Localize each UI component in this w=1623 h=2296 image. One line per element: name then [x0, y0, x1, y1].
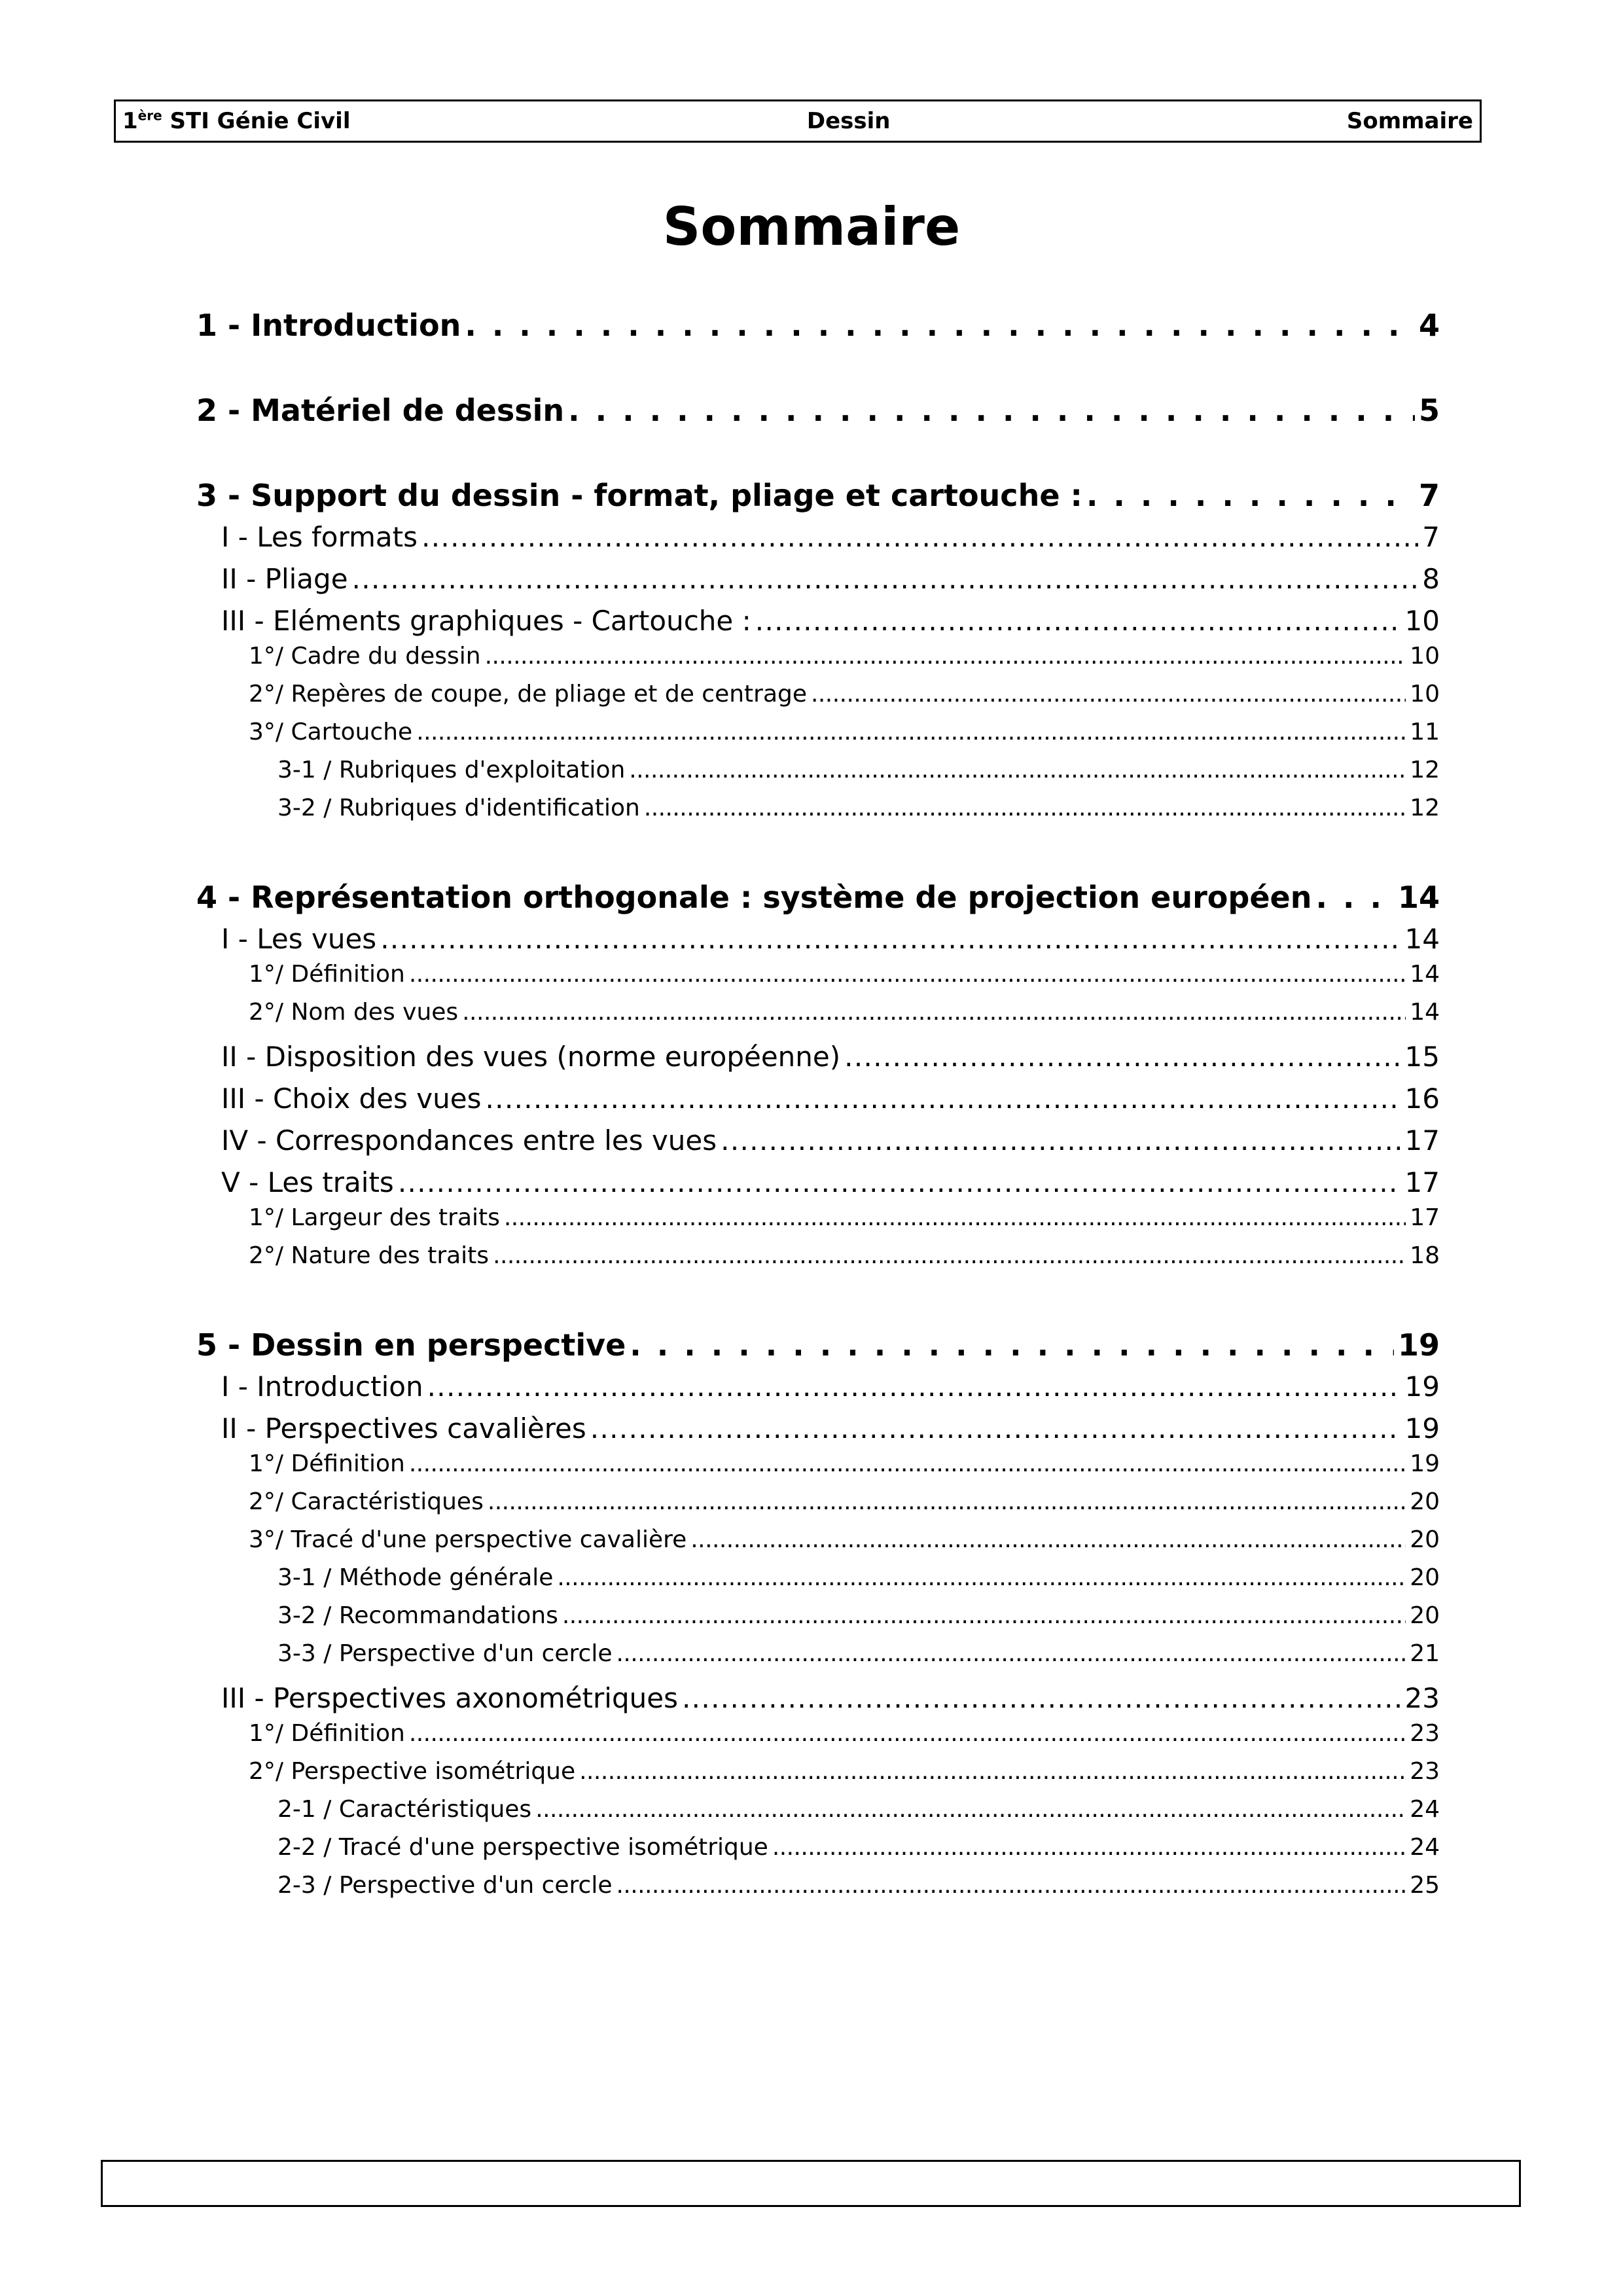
toc-entry-page: 23	[1410, 1720, 1440, 1747]
toc-dot-leader	[504, 1204, 1406, 1230]
toc-entry-title: 2°/ Nature des traits	[249, 1242, 490, 1269]
toc-entry-page: 12	[1410, 757, 1440, 783]
toc-dot-leader	[579, 1758, 1406, 1784]
toc-entry-page: 25	[1410, 1872, 1440, 1899]
toc-entry-page: 14	[1410, 999, 1440, 1026]
toc-entry-page: 19	[1397, 1327, 1440, 1363]
toc-dot-leader	[557, 1564, 1406, 1590]
toc-dot-leader	[398, 1166, 1401, 1196]
toc-dot-leader	[427, 1371, 1401, 1401]
toc-entry-level-2[interactable]	[196, 1412, 1440, 1444]
toc-dot-leader	[409, 1450, 1406, 1477]
page-header	[114, 99, 1482, 143]
toc-entry-level-4[interactable]	[196, 1640, 1440, 1667]
toc-entry-page: 14	[1397, 880, 1440, 915]
toc-entry-title: 3°/ Tracé d'une perspective cavalière	[249, 1526, 687, 1553]
toc-dot-leader	[416, 719, 1406, 745]
toc-entry-title: 2-3 / Perspective d'un cercle	[277, 1872, 613, 1899]
toc-entry-page: 5	[1418, 393, 1440, 428]
toc-entry-level-2[interactable]	[196, 1371, 1440, 1403]
toc-entry-level-3[interactable]	[196, 1488, 1440, 1515]
toc-entry-level-3[interactable]	[196, 1204, 1440, 1231]
toc-entry-level-4[interactable]	[196, 795, 1440, 821]
toc-entry-page: 20	[1410, 1602, 1440, 1629]
toc-entry-title: 3-3 / Perspective d'un cercle	[277, 1640, 613, 1667]
toc-entry-page: 19	[1404, 1371, 1440, 1403]
toc-entry-level-3[interactable]	[196, 1720, 1440, 1747]
toc-entry-level-2[interactable]	[196, 1166, 1440, 1198]
toc-dot-leader	[629, 757, 1406, 783]
toc-entry-title: 3-1 / Rubriques d'exploitation	[277, 757, 626, 783]
toc-dot-leader	[485, 643, 1406, 669]
toc-entry-page: 17	[1404, 1124, 1440, 1157]
toc-entry-page: 20	[1410, 1488, 1440, 1515]
toc-entry-level-4[interactable]	[196, 1564, 1440, 1591]
toc-entry-page: 17	[1404, 1166, 1440, 1198]
toc-dot-leader	[465, 308, 1415, 341]
toc-entry-title: 5 - Dessin en perspective	[196, 1327, 626, 1363]
toc-entry-level-1[interactable]	[196, 393, 1440, 428]
toc-entry-page: 15	[1404, 1041, 1440, 1073]
toc-entry-title: 2-2 / Tracé d'une perspective isométrique	[277, 1834, 768, 1861]
toc-entry-level-3[interactable]	[196, 643, 1440, 670]
toc-entry-title: 2°/ Caractéristiques	[249, 1488, 484, 1515]
toc-entry-page: 10	[1410, 681, 1440, 708]
toc-entry-level-1[interactable]	[196, 1327, 1440, 1363]
toc-entry-level-4[interactable]	[196, 1872, 1440, 1899]
toc-entry-level-4[interactable]	[196, 1602, 1440, 1629]
header-section: Sommaire	[1346, 108, 1473, 134]
toc-entry-page: 19	[1404, 1412, 1440, 1444]
header-subject: Dessin	[806, 108, 891, 134]
toc-entry-title: 2°/ Repères de coupe, de pliage et de centrage	[249, 681, 808, 708]
toc-dot-leader	[630, 1327, 1394, 1361]
toc-dot-leader	[485, 1083, 1400, 1113]
toc-entry-title: 4 - Représentation orthogonale : système de projection européen	[196, 880, 1312, 915]
toc-entry-title: V - Les traits	[221, 1166, 394, 1198]
toc-dot-leader	[380, 923, 1400, 953]
toc-entry-level-3[interactable]	[196, 1526, 1440, 1553]
toc-dot-leader	[421, 521, 1418, 551]
toc-entry-title: 3°/ Cartouche	[249, 719, 413, 745]
toc-entry-level-4[interactable]	[196, 757, 1440, 783]
toc-dot-leader	[844, 1041, 1400, 1071]
toc-entry-title: IV - Correspondances entre les vues	[221, 1124, 717, 1157]
toc-entry-page: 23	[1404, 1682, 1440, 1714]
toc-entry-level-3[interactable]	[196, 961, 1440, 988]
toc-entry-title: 2-1 / Caractéristiques	[277, 1796, 532, 1823]
toc-entry-level-3[interactable]	[196, 681, 1440, 708]
toc-entry-level-3[interactable]	[196, 999, 1440, 1026]
toc-entry-page: 4	[1418, 308, 1440, 343]
toc-entry-title: 1°/ Largeur des traits	[249, 1204, 500, 1231]
toc-entry-title: II - Disposition des vues (norme européenne)	[221, 1041, 841, 1073]
toc-entry-level-3[interactable]	[196, 719, 1440, 745]
toc-dot-leader	[493, 1242, 1406, 1268]
toc-entry-page: 7	[1418, 478, 1440, 513]
toc-entry-page: 21	[1410, 1640, 1440, 1667]
toc-dot-leader	[755, 605, 1401, 635]
toc-entry-level-2[interactable]	[196, 1682, 1440, 1714]
toc-entry-title: 1°/ Définition	[249, 1720, 405, 1747]
toc-entry-title: III - Eléments graphiques - Cartouche :	[221, 605, 751, 637]
toc-entry-page: 17	[1410, 1204, 1440, 1231]
toc-entry-level-2[interactable]	[196, 1083, 1440, 1115]
toc-entry-page: 20	[1410, 1564, 1440, 1591]
toc-entry-level-4[interactable]	[196, 1796, 1440, 1823]
header-class: 1ère STI Génie Civil	[122, 107, 351, 134]
toc-entry-level-2[interactable]	[196, 563, 1440, 595]
toc-entry-page: 16	[1404, 1083, 1440, 1115]
toc-entry-level-4[interactable]	[196, 1834, 1440, 1861]
toc-entry-page: 23	[1410, 1758, 1440, 1785]
toc-entry-title: 3-2 / Recommandations	[277, 1602, 558, 1629]
toc-entry-page: 11	[1410, 719, 1440, 745]
toc-entry-level-3[interactable]	[196, 1242, 1440, 1269]
toc-dot-leader	[409, 1720, 1406, 1746]
toc-dot-leader	[1086, 478, 1415, 511]
toc-dot-leader	[562, 1602, 1406, 1628]
footer-box	[101, 2160, 1521, 2207]
toc-dot-leader	[772, 1834, 1406, 1860]
toc-dot-leader	[409, 961, 1406, 987]
toc-entry-level-3[interactable]	[196, 1450, 1440, 1477]
toc-entry-title: III - Choix des vues	[221, 1083, 482, 1115]
toc-entry-title: II - Pliage	[221, 563, 348, 595]
toc-dot-leader	[616, 1872, 1406, 1898]
toc-entry-title: 2°/ Perspective isométrique	[249, 1758, 576, 1785]
toc-dot-leader	[535, 1796, 1406, 1822]
toc-entry-level-1[interactable]	[196, 880, 1440, 915]
toc-dot-leader	[721, 1124, 1400, 1155]
toc-dot-leader	[616, 1640, 1406, 1666]
toc-entry-page: 19	[1410, 1450, 1440, 1477]
toc-entry-page: 10	[1410, 643, 1440, 670]
toc-entry-title: 1 - Introduction	[196, 308, 461, 343]
toc-entry-title: 3-2 / Rubriques d'identification	[277, 795, 640, 821]
toc-entry-level-2[interactable]	[196, 923, 1440, 955]
toc-entry-level-2[interactable]	[196, 605, 1440, 637]
toc-entry-title: I - Les vues	[221, 923, 377, 955]
toc-entry-level-3[interactable]	[196, 1758, 1440, 1785]
toc-entry-page: 14	[1410, 961, 1440, 988]
toc-entry-title: 1°/ Définition	[249, 1450, 405, 1477]
toc-entry-page: 10	[1404, 605, 1440, 637]
toc-dot-leader	[1315, 880, 1394, 913]
toc-entry-title: I - Les formats	[221, 521, 418, 553]
toc-entry-page: 18	[1410, 1242, 1440, 1269]
toc-entry-title: 1°/ Cadre du dessin	[249, 643, 481, 670]
toc-dot-leader	[352, 563, 1419, 593]
toc-entry-page: 14	[1404, 923, 1440, 955]
toc-entry-title: I - Introduction	[221, 1371, 423, 1403]
toc-entry-level-2[interactable]	[196, 1124, 1440, 1157]
toc-entry-title: 2 - Matériel de dessin	[196, 393, 565, 428]
toc-entry-page: 7	[1422, 521, 1440, 553]
toc-entry-page: 20	[1410, 1526, 1440, 1553]
toc-dot-leader	[488, 1488, 1406, 1515]
toc-entry-title: II - Perspectives cavalières	[221, 1412, 586, 1444]
toc-dot-leader	[811, 681, 1406, 707]
toc-entry-title: III - Perspectives axonométriques	[221, 1682, 678, 1714]
toc-dot-leader	[568, 393, 1415, 426]
toc-entry-page: 24	[1410, 1796, 1440, 1823]
toc-entry-level-1[interactable]	[196, 308, 1440, 343]
toc-entry-page: 24	[1410, 1834, 1440, 1861]
toc-entry-page: 12	[1410, 795, 1440, 821]
toc-entry-level-2[interactable]	[196, 521, 1440, 553]
toc-entry-level-1[interactable]	[196, 478, 1440, 513]
toc-entry-title: 2°/ Nom des vues	[249, 999, 459, 1026]
toc-entry-level-2[interactable]	[196, 1041, 1440, 1073]
toc-entry-page: 8	[1422, 563, 1440, 595]
toc-dot-leader	[590, 1412, 1401, 1443]
toc-dot-leader	[644, 795, 1406, 821]
toc-entry-title: 3-1 / Méthode générale	[277, 1564, 554, 1591]
toc-dot-leader	[690, 1526, 1406, 1552]
toc-entry-title: 3 - Support du dessin - format, pliage et cartouche :	[196, 478, 1082, 513]
toc-entry-title: 1°/ Définition	[249, 961, 405, 988]
toc-dot-leader	[682, 1682, 1401, 1712]
toc-dot-leader	[462, 999, 1406, 1025]
page-title: Sommaire	[662, 196, 961, 257]
